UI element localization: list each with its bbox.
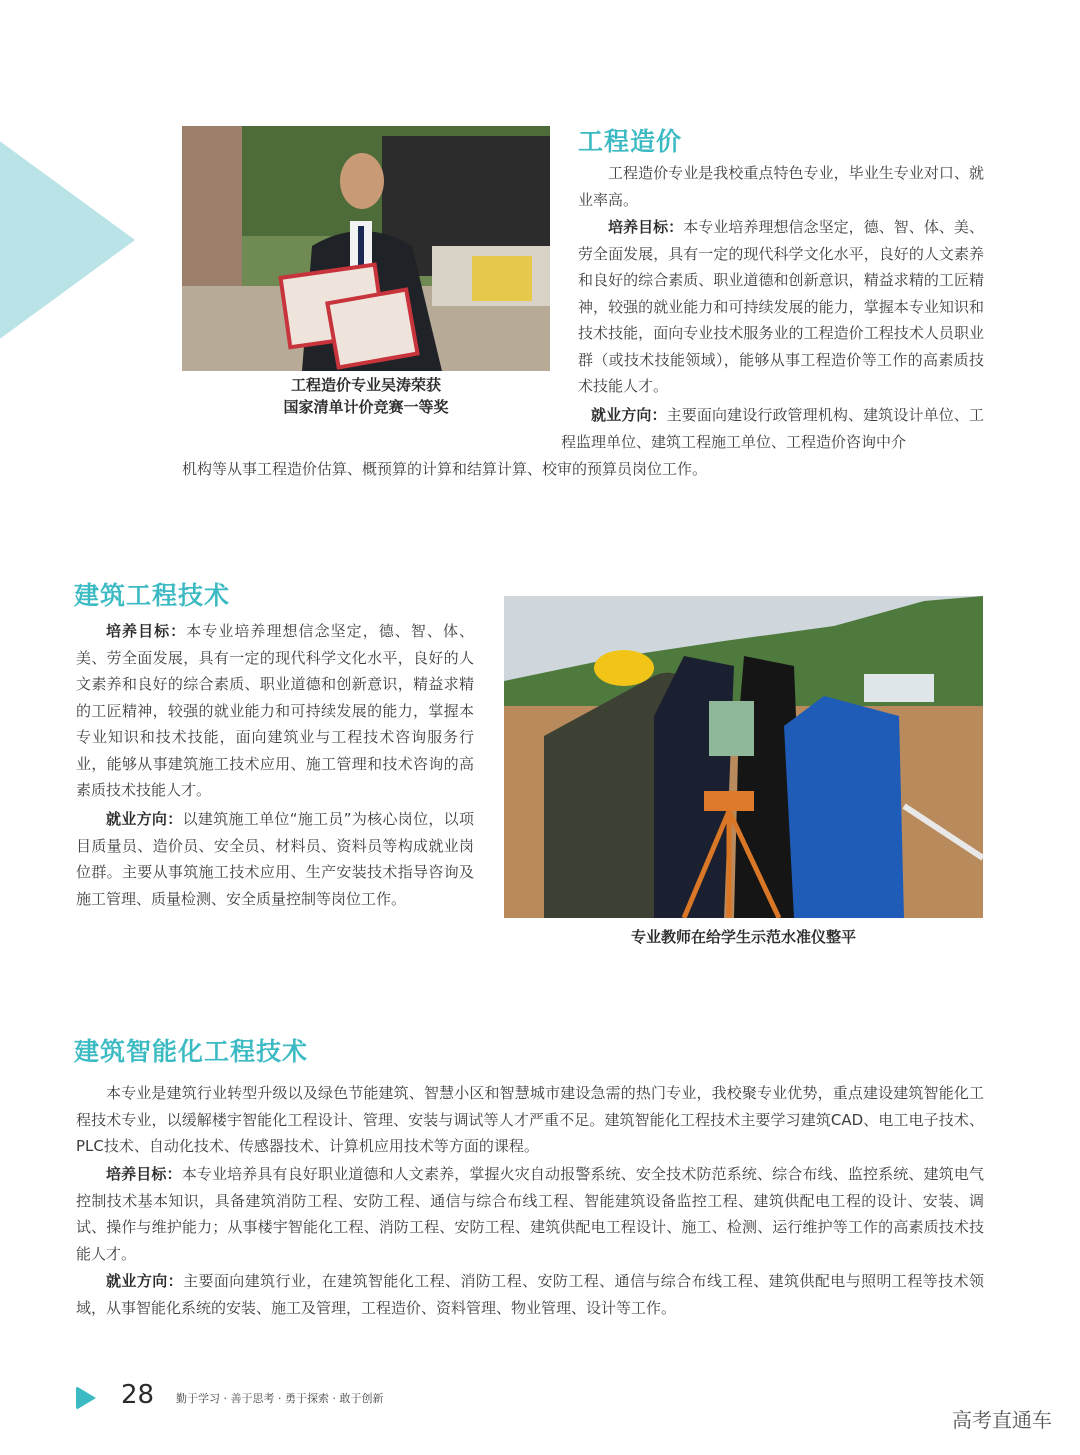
cost-intro: 工程造价专业是我校重点特色专业，毕业生专业对口、就业率高。 bbox=[578, 164, 984, 209]
construction-career-label: 就业方向： bbox=[106, 810, 183, 828]
intelligent-intro: 本专业是建筑行业转型升级以及绿色节能建筑、智慧小区和智慧城市建设急需的热门专业，我校聚专业优势，重点建设建筑智能化工程技术专业，以缓解楼宇智能化工程设计、管理、安装与调试等人才严重不足。建筑智能化工程技术主要学习建筑CAD、电工电子技术、PLC技术、自动化技术、传感器技术、计算机应用技术等方面的课程。 bbox=[76, 1084, 984, 1155]
cost-goal-label: 培养目标： bbox=[608, 218, 684, 236]
footer-triangle-icon bbox=[76, 1386, 96, 1410]
construction-career-text: 以建筑施工单位“施工员”为核心岗位，以项目质量员、造价员、安全员、材料员、资料员等构成就业岗位群。主要从事筑施工技术应用、生产安装技术指导咨询及施工管理、质量检测、安全质量控制等岗位工作。 bbox=[76, 810, 474, 908]
cost-goal-text: 本专业培养理想信念坚定，德、智、体、美、劳全面发展，具有一定的现代科学文化水平，良好的人文素养和良好的综合素质、职业道德和创新意识，精益求精的工匠精神，较强的就业能力和可持续发展的能力，掌握本专业知识和技术技能，面向专业技术服务业的工程造价工程技术人员职业群（或技术技能领域），能够从事工程造价等工作的高素质技术技能人才。 bbox=[578, 218, 984, 395]
section-title-cost-engineering: 工程造价 bbox=[578, 127, 683, 156]
intelligent-goal-text: 本专业培养具有良好职业道德和人文素养，掌握火灾自动报警系统、安全技术防范系统、综合布线、监控系统、建筑电气控制技术基本知识，具备建筑消防工程、安防工程、通信与综合布线工程、智能建筑设备监控工程、建筑供配电工程的设计、安装、调试、操作与维护能力；从事楼宇智能化工程、消防工程、安防工程、建筑供配电工程设计、施工、检测、运行维护等工作的高素质技术技能人才。 bbox=[76, 1165, 984, 1263]
construction-goal bbox=[76, 618, 474, 804]
caption-line-1: 工程造价专业吴涛荣获 bbox=[290, 376, 441, 394]
section-title-construction-tech: 建筑工程技术 bbox=[74, 581, 231, 610]
surveying-photo bbox=[504, 596, 983, 918]
intelligent-career-text: 主要面向建筑行业，在建筑智能化工程、消防工程、安防工程、通信与综合布线工程、建筑供配电与照明工程等技术领域，从事智能化系统的安装、施工及管理，工程造价、资料管理、物业管理、设计等工作。 bbox=[76, 1272, 984, 1317]
intelligent-goal-label: 培养目标： bbox=[106, 1165, 182, 1183]
construction-goal-text: 本专业培养理想信念坚定，德、智、体、美、劳全面发展，具有一定的现代科学文化水平，良好的人文素养和良好的综合素质、职业道德和创新意识，精益求精的工匠精神，较强的就业能力和可持续发展的能力，掌握本专业知识和技术技能，面向建筑业与工程技术咨询服务行业，能够从事建筑施工技术应用、施工管理和技术咨询的高素质技术技能人才。 bbox=[76, 622, 474, 799]
surveying-photo-caption: 专业教师在给学生示范水准仪整平 bbox=[630, 928, 856, 946]
construction-goal-label: 培养目标： bbox=[106, 622, 187, 640]
section-title-intelligent-building: 建筑智能化工程技术 bbox=[74, 1037, 309, 1066]
footer-motto: 勤于学习 · 善于思考 · 勇于探索 · 敢于创新 bbox=[176, 1392, 384, 1405]
watermark: 高考直通车 bbox=[952, 1408, 1052, 1432]
cost-goal bbox=[578, 214, 984, 400]
award-photo-caption bbox=[182, 374, 550, 418]
cost-career-text-a: 主要面向建设行政管理机构、建筑设计单位、工程监理单位、建筑工程施工单位、工程造价咨询中介 bbox=[561, 406, 984, 451]
intelligent-career-label: 就业方向： bbox=[106, 1272, 184, 1290]
cost-career-label: 就业方向： bbox=[591, 406, 667, 424]
intelligent-career bbox=[76, 1268, 984, 1321]
cost-career-a bbox=[561, 402, 984, 455]
intelligent-goal bbox=[76, 1161, 984, 1267]
award-photo bbox=[182, 126, 550, 371]
page-number: 28 bbox=[121, 1380, 155, 1410]
caption-line-2: 国家清单计价竞赛一等奖 bbox=[283, 398, 449, 416]
cost-career-b: 机构等从事工程造价估算、概预算的计算和结算计算、校审的预算员岗位工作。 bbox=[182, 460, 708, 478]
decorative-triangle bbox=[0, 90, 135, 390]
construction-career bbox=[76, 806, 474, 912]
